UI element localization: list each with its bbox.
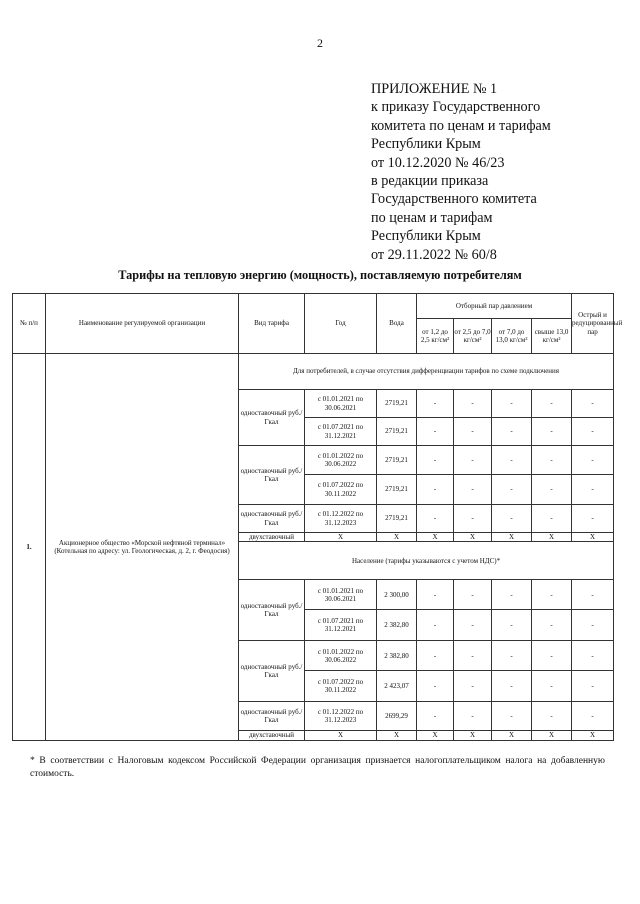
x-value: X bbox=[305, 731, 377, 740]
section-title: Для потребителей, в случае отсутствия дифференциации тарифов по схеме подключения bbox=[239, 354, 614, 390]
document-title: Тарифы на тепловую энергию (мощность), поставляемую потребителям bbox=[118, 268, 522, 282]
steam-value: - bbox=[492, 475, 532, 505]
steam-value: - bbox=[532, 446, 572, 475]
steam-value: - bbox=[532, 580, 572, 610]
water-value: 2 382,80 bbox=[377, 610, 417, 641]
x-value: X bbox=[377, 731, 417, 740]
x-value: X bbox=[492, 533, 532, 542]
period: с 01.01.2022 по 30.06.2022 bbox=[305, 641, 377, 671]
appendix-line: Республики Крым bbox=[371, 228, 481, 245]
period: с 01.07.2021 по 31.12.2021 bbox=[305, 610, 377, 641]
period: с 01.12.2022 по 31.12.2023 bbox=[305, 702, 377, 731]
steam-value: - bbox=[417, 446, 454, 475]
sharp-value: - bbox=[572, 446, 614, 475]
appendix-line: к приказу Государственного bbox=[371, 99, 541, 116]
header-num: № п/п bbox=[13, 294, 46, 354]
steam-value: - bbox=[492, 702, 532, 731]
tariff-kind: одноставочный руб./Гкал bbox=[239, 641, 305, 702]
steam-value: - bbox=[417, 641, 454, 671]
appendix-line: Республики Крым bbox=[371, 136, 481, 153]
steam-value: - bbox=[454, 580, 492, 610]
steam-value: - bbox=[532, 390, 572, 418]
x-value: X bbox=[454, 533, 492, 542]
steam-value: - bbox=[417, 505, 454, 533]
organization-name: Акционерное общество «Морской нефтяной терминал» (Котельная по адресу: ул. Геологическая, д. 2, г. Феодосия) bbox=[46, 354, 239, 741]
footnote: * В соответствии с Налоговым кодексом Российской Федерации организация признается налогоплательщиком налога на добавленную стоимость. bbox=[30, 756, 605, 779]
sharp-value: - bbox=[572, 418, 614, 446]
tariff-kind: одноставочный руб./Гкал bbox=[239, 580, 305, 641]
water-value: 2719,21 bbox=[377, 505, 417, 533]
header-org: Наименование регулируемой организации bbox=[46, 294, 239, 354]
steam-value: - bbox=[417, 702, 454, 731]
steam-value: - bbox=[417, 671, 454, 702]
sharp-value: - bbox=[572, 475, 614, 505]
appendix-line: Государственного комитета bbox=[371, 191, 537, 208]
period: с 01.12.2022 по 31.12.2023 bbox=[305, 505, 377, 533]
water-value: 2719,21 bbox=[377, 446, 417, 475]
steam-value: - bbox=[417, 390, 454, 418]
steam-value: - bbox=[454, 475, 492, 505]
appendix-line: ПРИЛОЖЕНИЕ № 1 bbox=[371, 81, 498, 97]
sharp-value: - bbox=[572, 505, 614, 533]
tariff-kind: одноставочный руб./Гкал bbox=[239, 390, 305, 446]
period: с 01.07.2022 по 30.11.2022 bbox=[305, 475, 377, 505]
x-value: X bbox=[532, 533, 572, 542]
steam-value: - bbox=[492, 671, 532, 702]
steam-value: - bbox=[532, 505, 572, 533]
steam-value: - bbox=[454, 446, 492, 475]
appendix-line: комитета по ценам и тарифам bbox=[371, 117, 551, 134]
steam-value: - bbox=[417, 418, 454, 446]
appendix-line: по ценам и тарифам bbox=[371, 209, 493, 226]
steam-value: - bbox=[492, 446, 532, 475]
header-steam-1: от 1,2 до 2,5 кг/см² bbox=[417, 319, 454, 354]
steam-value: - bbox=[454, 418, 492, 446]
appendix-line: от 10.12.2020 № 46/23 bbox=[371, 154, 505, 171]
page-number: 2 bbox=[317, 36, 323, 50]
steam-value: - bbox=[492, 390, 532, 418]
steam-value: - bbox=[492, 641, 532, 671]
steam-value: - bbox=[492, 580, 532, 610]
water-value: 2 423,07 bbox=[377, 671, 417, 702]
header-steam-3: от 7,0 до 13,0 кг/см² bbox=[492, 319, 532, 354]
steam-value: - bbox=[454, 610, 492, 641]
header-kind: Вид тарифа bbox=[239, 294, 305, 354]
period: с 01.01.2021 по 30.06.2021 bbox=[305, 580, 377, 610]
steam-value: - bbox=[492, 505, 532, 533]
appendix-line: в редакции приказа bbox=[371, 173, 489, 190]
steam-value: - bbox=[532, 671, 572, 702]
steam-value: - bbox=[532, 641, 572, 671]
x-value: X bbox=[377, 533, 417, 542]
tariff-kind: одноставочный руб./Гкал bbox=[239, 702, 305, 731]
x-value: X bbox=[417, 731, 454, 740]
appendix-line: от 29.11.2022 № 60/8 bbox=[371, 246, 497, 263]
table-row bbox=[13, 354, 614, 390]
steam-value: - bbox=[532, 702, 572, 731]
section-title: Население (тарифы указываются с учетом НДС)* bbox=[239, 542, 614, 580]
steam-value: - bbox=[454, 505, 492, 533]
water-value: 2699,29 bbox=[377, 702, 417, 731]
water-value: 2 300,00 bbox=[377, 580, 417, 610]
sharp-value: - bbox=[572, 641, 614, 671]
steam-value: - bbox=[417, 610, 454, 641]
steam-value: - bbox=[532, 475, 572, 505]
tariff-kind-two-rate: двухставочный bbox=[239, 533, 305, 542]
x-value: X bbox=[454, 731, 492, 740]
period: с 01.07.2022 по 30.11.2022 bbox=[305, 671, 377, 702]
steam-value: - bbox=[454, 390, 492, 418]
steam-value: - bbox=[492, 610, 532, 641]
header-row bbox=[13, 294, 614, 319]
x-value: X bbox=[305, 533, 377, 542]
tariff-kind-two-rate: двухставочный bbox=[239, 731, 305, 740]
steam-value: - bbox=[454, 702, 492, 731]
x-value: X bbox=[572, 731, 614, 740]
period: с 01.07.2021 по 31.12.2021 bbox=[305, 418, 377, 446]
period: с 01.01.2022 по 30.06.2022 bbox=[305, 446, 377, 475]
tariff-table bbox=[12, 293, 623, 741]
steam-value: - bbox=[417, 475, 454, 505]
sharp-value: - bbox=[572, 390, 614, 418]
header-water: Вода bbox=[377, 294, 417, 354]
header-sharp: Острый и редуцированный пар bbox=[572, 294, 614, 354]
sharp-value: - bbox=[572, 671, 614, 702]
steam-value: - bbox=[417, 580, 454, 610]
header-steam-4: свыше 13,0 кг/см² bbox=[532, 319, 572, 354]
steam-value: - bbox=[492, 418, 532, 446]
x-value: X bbox=[532, 731, 572, 740]
sharp-value: - bbox=[572, 580, 614, 610]
header-steam-2: от 2,5 до 7,0 кг/см² bbox=[454, 319, 492, 354]
steam-value: - bbox=[454, 671, 492, 702]
water-value: 2 382,80 bbox=[377, 641, 417, 671]
steam-value: - bbox=[454, 641, 492, 671]
period: с 01.01.2021 по 30.06.2021 bbox=[305, 390, 377, 418]
header-year: Год bbox=[305, 294, 377, 354]
x-value: X bbox=[417, 533, 454, 542]
x-value: X bbox=[492, 731, 532, 740]
tariff-kind: одноставочный руб./Гкал bbox=[239, 505, 305, 533]
sharp-value: - bbox=[572, 610, 614, 641]
x-value: X bbox=[572, 533, 614, 542]
water-value: 2719,21 bbox=[377, 475, 417, 505]
steam-value: - bbox=[532, 418, 572, 446]
header-steam: Отборный пар давлением bbox=[417, 294, 572, 319]
tariff-kind: одноставочный руб./Гкал bbox=[239, 446, 305, 505]
row-number: 1. bbox=[13, 354, 46, 741]
steam-value: - bbox=[532, 610, 572, 641]
appendix-block bbox=[371, 80, 631, 264]
sharp-value: - bbox=[572, 702, 614, 731]
water-value: 2719,21 bbox=[377, 418, 417, 446]
water-value: 2719,21 bbox=[377, 390, 417, 418]
